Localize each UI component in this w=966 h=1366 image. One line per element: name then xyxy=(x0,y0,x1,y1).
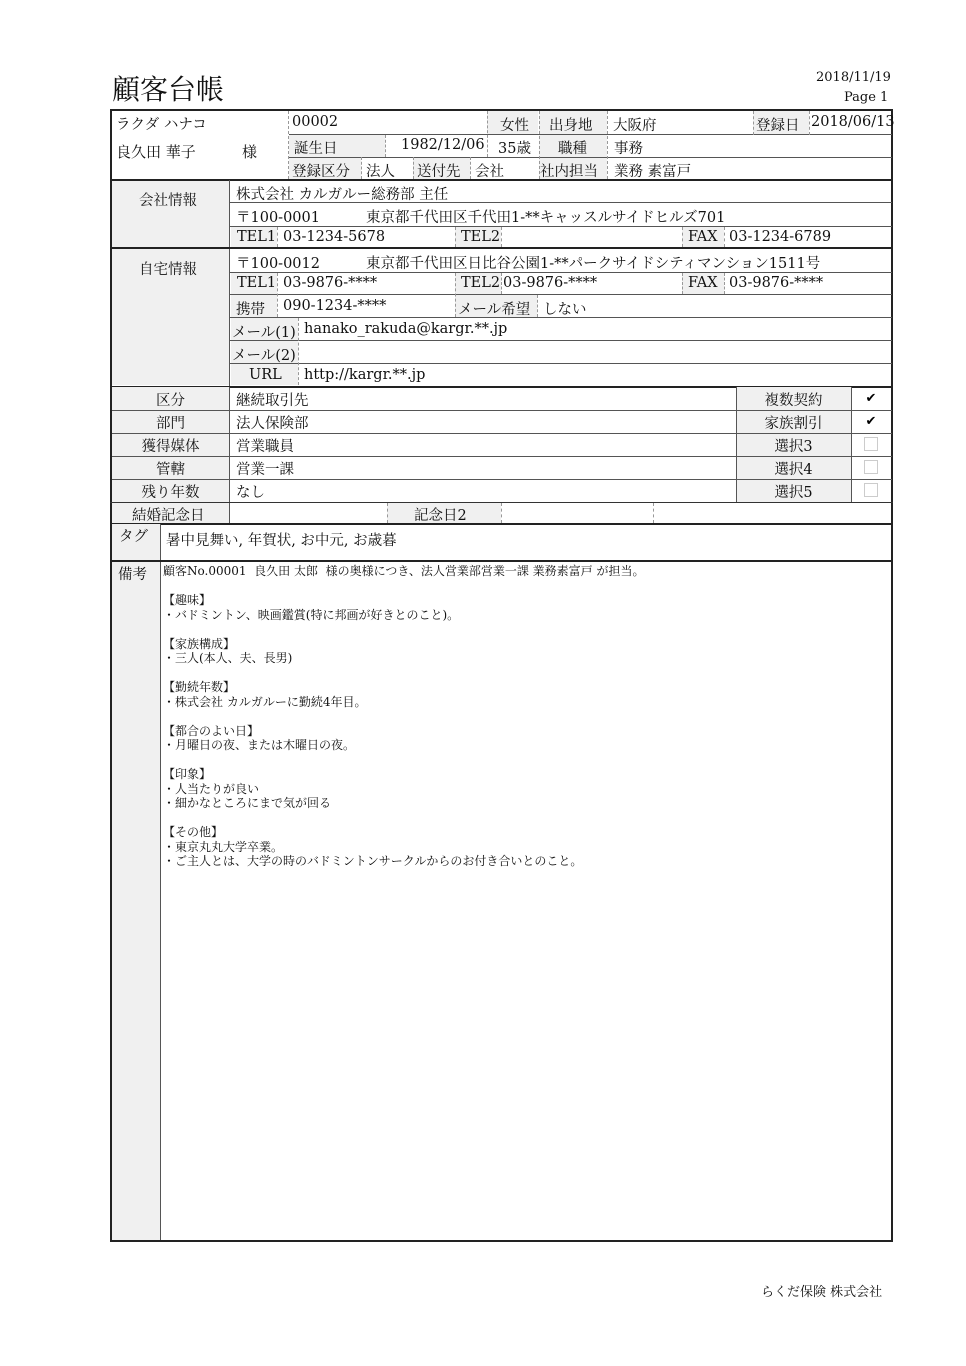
attr-option-checkbox[interactable]: ✔ xyxy=(865,391,877,406)
attr-option-checkbox[interactable] xyxy=(864,437,878,451)
notes-line xyxy=(163,666,883,681)
attr-value: なし xyxy=(236,485,265,501)
company-fax: 03-1234-6789 xyxy=(729,229,832,245)
birthplace-label: 出身地 xyxy=(549,118,593,134)
attr-option-label: 選択3 xyxy=(774,439,813,455)
tags-value: 暑中見舞い, 年賀状, お中元, お歳暮 xyxy=(166,533,397,549)
mobile-label: 携帯 xyxy=(236,302,265,318)
mail1-value[interactable]: hanako_rakuda@kargr.**.jp xyxy=(304,321,508,337)
notes-line xyxy=(163,622,883,637)
mail-pref-label: メール希望 xyxy=(458,302,531,318)
sendto-label: 送付先 xyxy=(417,164,461,180)
registered-value: 2018/06/13 xyxy=(811,114,895,130)
attr-label: 区分 xyxy=(156,393,185,409)
notes-label: 備考 xyxy=(118,567,147,583)
home-address: 東京都千代田区日比谷公園1-**パークサイドシティマンション1511号 xyxy=(366,256,821,272)
attr-option-checkbox[interactable] xyxy=(864,460,878,474)
notes-line xyxy=(163,579,883,594)
company-tel1-label: TEL1 xyxy=(237,229,277,245)
company-zip: 〒100-0001 xyxy=(236,210,320,226)
company-name: 株式会社 カルガルー総務部 主任 xyxy=(236,187,449,203)
notes-line: ・三人(本人、夫、長男) xyxy=(163,651,293,665)
customer-kana: ラクダ ハナコ xyxy=(116,117,207,133)
notes-line: 【都合のよい日】 xyxy=(163,723,260,738)
staff-label: 社内担当 xyxy=(540,164,598,180)
url-label: URL xyxy=(249,367,282,383)
notes-line: 【趣味】 xyxy=(163,593,212,607)
attr-value: 営業一課 xyxy=(236,462,294,478)
mail2-label: メール(2) xyxy=(232,348,296,364)
attr-option-label: 複数契約 xyxy=(764,393,823,409)
notes-line: ・株式会社 カルガルーに勤続4年目。 xyxy=(163,694,367,709)
job-label: 職種 xyxy=(558,141,587,157)
category-label: 登録区分 xyxy=(292,164,350,180)
job-value: 事務 xyxy=(614,141,643,157)
footer-company: らくだ保険 株式会社 xyxy=(761,1285,883,1300)
attr-option-label: 家族割引 xyxy=(764,416,823,432)
tags-label: タグ xyxy=(119,529,148,545)
url-value[interactable]: http://kargr.**.jp xyxy=(304,367,426,383)
notes-line xyxy=(163,709,883,724)
attr-value: 法人保険部 xyxy=(236,416,309,432)
mobile-value: 090-1234-**** xyxy=(283,298,387,314)
home-zip: 〒100-0012 xyxy=(236,256,320,272)
attr-option-label: 選択4 xyxy=(774,462,813,478)
print-date: 2018/11/19 xyxy=(816,70,891,85)
home-tel1: 03-9876-**** xyxy=(283,275,378,291)
birthday-value: 1982/12/06 xyxy=(401,137,485,153)
notes-line: ・人当たりが良い xyxy=(163,781,260,796)
notes-line xyxy=(163,811,883,826)
mail1-label: メール(1) xyxy=(232,325,296,341)
home-fax: 03-9876-**** xyxy=(729,275,824,291)
home-fax-label: FAX xyxy=(688,275,718,291)
notes-line: ・月曜日の夜、または木曜日の夜。 xyxy=(163,738,356,752)
birthday-label: 誕生日 xyxy=(294,141,338,157)
home-section-label: 自宅情報 xyxy=(139,262,197,278)
home-tel1-label: TEL1 xyxy=(237,275,277,291)
attr-label: 残り年数 xyxy=(141,485,200,501)
attr-label: 部門 xyxy=(156,416,185,432)
sendto-value: 会社 xyxy=(475,164,504,180)
notes-line: ・東京丸丸大学卒業。 xyxy=(163,839,284,854)
customer-number: 00002 xyxy=(292,114,339,130)
attr-option-checkbox[interactable] xyxy=(864,483,878,497)
notes-line: ・細かなところにまで気が回る xyxy=(163,796,332,810)
company-tel2-label: TEL2 xyxy=(461,229,501,245)
notes-line: 顧客No.00001 良久田 太郎 様の奥様につき、法人営業部営業一課 業務素富戸 が担当。 xyxy=(163,564,645,578)
notes-label-cell xyxy=(112,562,160,1240)
anniversary2-label: 記念日2 xyxy=(414,508,467,524)
category-value: 法人 xyxy=(366,164,395,180)
mail-pref-value: しない xyxy=(543,302,587,318)
notes-line: 【勤続年数】 xyxy=(163,680,236,694)
notes-line: ・ご主人とは、大学の時のバドミントンサークルからのお付き合いとのこと。 xyxy=(163,854,583,868)
notes-line xyxy=(163,753,883,768)
page-title: 顧客台帳 xyxy=(112,73,225,106)
customer-gender: 女性 xyxy=(500,118,529,134)
registered-label: 登録日 xyxy=(756,118,800,134)
birthplace-value: 大阪府 xyxy=(613,118,657,134)
attr-value: 継続取引先 xyxy=(236,393,309,409)
customer-age: 35歳 xyxy=(498,141,531,157)
notes-line: ・バドミントン、映画鑑賞(特に邦画が好きとのこと)。 xyxy=(163,607,460,622)
attr-label: 獲得媒体 xyxy=(141,439,200,455)
home-tel2-label: TEL2 xyxy=(461,275,501,291)
customer-name: 良久田 華子 xyxy=(116,143,196,161)
company-section-label: 会社情報 xyxy=(139,193,197,209)
notes-body xyxy=(163,564,883,869)
customer-honorific: 様 xyxy=(242,143,258,161)
attr-value: 営業職員 xyxy=(236,439,294,455)
notes-line: 【家族構成】 xyxy=(163,636,236,651)
staff-value: 業務 素富戸 xyxy=(614,164,692,180)
page-number: Page 1 xyxy=(844,90,889,105)
home-tel2: 03-9876-**** xyxy=(503,275,598,291)
company-address: 東京都千代田区千代田1-**キャッスルサイドヒルズ701 xyxy=(366,210,726,226)
company-tel1: 03-1234-5678 xyxy=(283,229,386,245)
attr-option-label: 選択5 xyxy=(774,485,813,501)
attr-option-checkbox[interactable]: ✔ xyxy=(865,414,877,429)
attr-label: 管轄 xyxy=(156,462,185,478)
notes-line: 【その他】 xyxy=(163,825,224,839)
company-fax-label: FAX xyxy=(688,229,718,245)
notes-line: 【印象】 xyxy=(163,767,212,781)
anniversary-label: 結婚記念日 xyxy=(132,508,205,524)
